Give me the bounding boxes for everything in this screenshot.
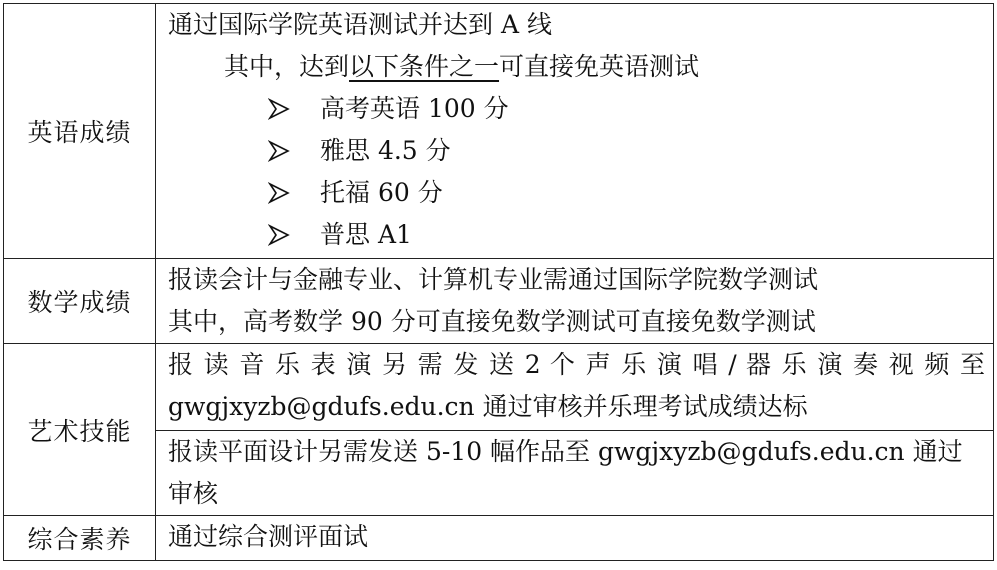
admission-requirements-table (3, 3, 994, 561)
english-condition-item (168, 130, 985, 172)
row-english (4, 4, 994, 259)
english-condition-text: 普思 A1 (320, 220, 412, 249)
english-condition-item (168, 172, 985, 214)
label-english: 英语成绩 (4, 4, 156, 259)
english-line2-suffix: 可直接免英语测试 (499, 52, 700, 81)
english-line2 (168, 46, 985, 88)
art-design-text: 报读平面设计另需发送 5-10 幅作品至 gwgjxyzb@gdufs.edu.cn 通过审核 (168, 437, 963, 508)
art-music-text: 报 读 音 乐 表 演 另 需 发 送 2 个 声 乐 演 唱 / 器 乐 演 奏 视 频 至 gwgjxyzb@gdufs.edu.cn 通过审核并乐理考试成绩达标 (168, 350, 985, 421)
english-line1: 通过国际学院英语测试并达到 A 线 (168, 10, 552, 39)
english-condition-item (168, 88, 985, 130)
math-line2: 其中，高考数学 90 分可直接免数学测试可直接免数学测试 (168, 307, 816, 336)
math-line1: 报读会计与金融专业、计算机专业需通过国际学院数学测试 (168, 265, 819, 294)
row-math (4, 259, 994, 344)
arrowhead-bullet-icon (268, 98, 290, 120)
label-art: 艺术技能 (4, 344, 156, 516)
content-english (156, 4, 994, 259)
row-overall (4, 516, 994, 561)
content-math (156, 259, 994, 344)
english-line2-underlined: 以下条件之一 (349, 52, 500, 81)
english-condition-text: 托福 60 分 (320, 178, 443, 207)
english-condition-text: 高考英语 100 分 (320, 94, 509, 123)
english-condition-text: 雅思 4.5 分 (320, 136, 451, 165)
content-overall (156, 516, 994, 561)
content-art-design (156, 431, 994, 516)
arrowhead-bullet-icon (268, 182, 290, 204)
english-condition-item (168, 214, 985, 256)
row-art-music (4, 344, 994, 431)
english-line2-prefix: 其中，达到 (224, 52, 350, 81)
arrowhead-bullet-icon (268, 140, 290, 162)
arrowhead-bullet-icon (268, 224, 290, 246)
label-math: 数学成绩 (4, 259, 156, 344)
overall-text: 通过综合测评面试 (168, 522, 369, 551)
content-art-music (156, 344, 994, 431)
label-overall: 综合素养 (4, 516, 156, 561)
